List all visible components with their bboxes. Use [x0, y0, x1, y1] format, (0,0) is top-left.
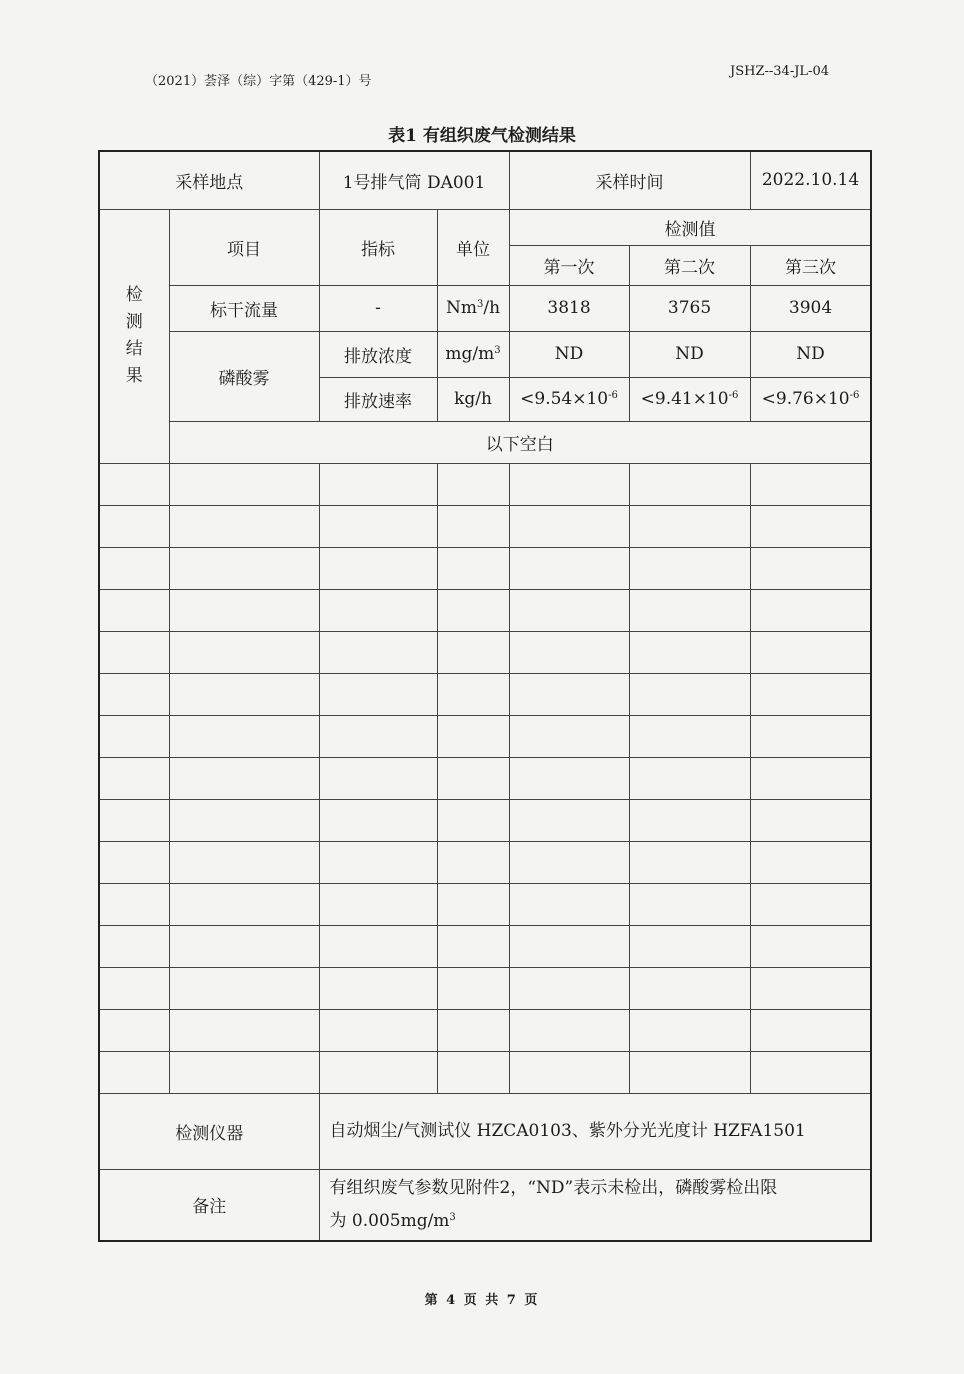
empty-cell: [750, 1009, 871, 1051]
instrument-value: 自动烟尘/气测试仪 HZCA0103、紫外分光光度计 HZFA1501: [319, 1093, 871, 1169]
empty-cell: [99, 883, 169, 925]
unit-cell: kg/h: [437, 377, 509, 421]
empty-cell: [99, 715, 169, 757]
empty-cell: [99, 463, 169, 505]
location-value: 1号排气筒 DA001: [319, 151, 509, 209]
unit-cell: [437, 285, 509, 331]
unit-sup: 3: [476, 299, 484, 310]
empty-cell: [750, 967, 871, 1009]
empty-cell: [169, 1009, 319, 1051]
empty-row: [99, 589, 871, 631]
empty-cell: [437, 589, 509, 631]
empty-cell: [319, 631, 437, 673]
empty-cell: [750, 547, 871, 589]
indicator-cell: -: [319, 285, 437, 331]
remarks-label: 备注: [99, 1169, 319, 1241]
empty-cell: [437, 757, 509, 799]
empty-cell: [509, 715, 629, 757]
empty-row: [99, 757, 871, 799]
blank-note-row: [99, 421, 871, 463]
empty-cell: [750, 799, 871, 841]
empty-cell: [99, 925, 169, 967]
empty-row: [99, 1009, 871, 1051]
empty-cell: [319, 715, 437, 757]
empty-cell: [750, 463, 871, 505]
remarks-value: [319, 1169, 871, 1241]
empty-cell: [437, 925, 509, 967]
value-cell: [509, 377, 629, 421]
empty-cell: [629, 883, 750, 925]
empty-cell: [169, 883, 319, 925]
empty-cell: [750, 757, 871, 799]
empty-cell: [437, 967, 509, 1009]
section-label-char: 测: [125, 312, 143, 332]
value-cell: ND: [750, 331, 871, 377]
empty-cell: [509, 841, 629, 883]
info-row: [99, 151, 871, 209]
empty-cell: [99, 589, 169, 631]
empty-cell: [629, 673, 750, 715]
empty-cell: [169, 841, 319, 883]
section-label-char: 果: [125, 366, 143, 386]
report-number: （2021）荟泽（综）字第（429-1）号: [145, 74, 372, 89]
empty-cell: [99, 631, 169, 673]
value-exp: -6: [849, 390, 860, 401]
empty-cell: [319, 925, 437, 967]
empty-cell: [169, 925, 319, 967]
empty-cell: [437, 799, 509, 841]
empty-cell: [629, 925, 750, 967]
empty-cell: [437, 1051, 509, 1093]
value-cell: [629, 377, 750, 421]
instrument-row: [99, 1093, 871, 1169]
remarks-line: 有组织废气参数见附件2，“ND”表示未检出，磷酸雾检出限: [329, 1178, 778, 1199]
value-exp: -6: [728, 390, 739, 401]
empty-cell: [629, 1009, 750, 1051]
unit-cell: [437, 331, 509, 377]
empty-cell: [319, 1051, 437, 1093]
empty-row: [99, 841, 871, 883]
empty-cell: [169, 631, 319, 673]
item-cell: 标干流量: [169, 285, 319, 331]
section-label-char: 结: [125, 339, 143, 359]
empty-cell: [99, 841, 169, 883]
empty-cell: [509, 1009, 629, 1051]
empty-cell: [629, 967, 750, 1009]
empty-cell: [750, 673, 871, 715]
empty-cell: [437, 841, 509, 883]
table-title: 表1 有组织废气检测结果: [388, 126, 576, 146]
empty-cell: [99, 967, 169, 1009]
empty-cell: [169, 547, 319, 589]
empty-cell: [99, 1009, 169, 1051]
empty-cell: [437, 715, 509, 757]
indicator-cell: 排放浓度: [319, 331, 437, 377]
empty-cell: [509, 925, 629, 967]
empty-cell: [509, 757, 629, 799]
remarks-row: [99, 1169, 871, 1241]
run-1-header: 第一次: [509, 245, 629, 285]
empty-row: [99, 673, 871, 715]
empty-row: [99, 925, 871, 967]
unit-base: Nm: [445, 298, 477, 318]
empty-cell: [99, 547, 169, 589]
empty-cell: [437, 673, 509, 715]
results-table: [98, 150, 872, 1242]
empty-cell: [99, 757, 169, 799]
empty-cell: [169, 463, 319, 505]
empty-cell: [750, 631, 871, 673]
col-unit-header: 单位: [437, 209, 509, 285]
table-row: [99, 285, 871, 331]
value-exp: -6: [608, 390, 618, 401]
empty-cell: [629, 799, 750, 841]
empty-cell: [750, 925, 871, 967]
empty-cell: [629, 463, 750, 505]
empty-cell: [629, 631, 750, 673]
empty-cell: [437, 547, 509, 589]
empty-cell: [169, 967, 319, 1009]
empty-cell: [169, 799, 319, 841]
value-base: <9.54×10: [520, 389, 609, 409]
empty-row: [99, 505, 871, 547]
empty-cell: [169, 1051, 319, 1093]
empty-cell: [629, 547, 750, 589]
empty-cell: [750, 883, 871, 925]
blank-note: 以下空白: [169, 421, 871, 463]
empty-cell: [509, 883, 629, 925]
value-cell: 3818: [509, 285, 629, 331]
empty-cell: [169, 505, 319, 547]
empty-cell: [319, 883, 437, 925]
indicator-cell: 排放速率: [319, 377, 437, 421]
empty-cell: [169, 673, 319, 715]
empty-cell: [437, 505, 509, 547]
location-label: 采样地点: [99, 151, 319, 209]
section-label: [99, 209, 169, 463]
empty-cell: [437, 631, 509, 673]
empty-cell: [99, 799, 169, 841]
empty-cell: [319, 589, 437, 631]
empty-cell: [509, 547, 629, 589]
empty-cell: [319, 547, 437, 589]
empty-cell: [509, 1051, 629, 1093]
empty-cell: [319, 799, 437, 841]
unit-sup: 3: [494, 345, 501, 356]
run-3-header: 第三次: [750, 245, 871, 285]
empty-cell: [319, 673, 437, 715]
remarks-line: 为 0.005mg/m: [329, 1211, 450, 1232]
empty-cell: [509, 799, 629, 841]
remarks-sup: 3: [449, 1212, 456, 1224]
empty-row: [99, 883, 871, 925]
empty-row: [99, 715, 871, 757]
empty-cell: [509, 967, 629, 1009]
empty-cell: [750, 1051, 871, 1093]
empty-cell: [169, 589, 319, 631]
empty-cell: [437, 883, 509, 925]
value-cell: ND: [509, 331, 629, 377]
empty-cell: [319, 967, 437, 1009]
value-cell: ND: [629, 331, 750, 377]
empty-row: [99, 1051, 871, 1093]
empty-row: [99, 463, 871, 505]
empty-cell: [750, 715, 871, 757]
time-value: 2022.10.14: [750, 151, 871, 209]
empty-cell: [99, 505, 169, 547]
empty-cell: [99, 1051, 169, 1093]
empty-row: [99, 631, 871, 673]
value-cell: 3765: [629, 285, 750, 331]
empty-cell: [509, 673, 629, 715]
run-2-header: 第二次: [629, 245, 750, 285]
empty-cell: [509, 631, 629, 673]
item-cell: 磷酸雾: [169, 331, 319, 421]
empty-cell: [750, 589, 871, 631]
empty-cell: [319, 463, 437, 505]
empty-cell: [629, 505, 750, 547]
empty-cell: [319, 841, 437, 883]
empty-cell: [509, 463, 629, 505]
empty-cell: [509, 505, 629, 547]
unit-base: mg/m: [445, 344, 495, 364]
time-label: 采样时间: [509, 151, 750, 209]
empty-cell: [750, 505, 871, 547]
empty-cell: [629, 715, 750, 757]
value-base: <9.41×10: [640, 389, 729, 409]
empty-cell: [319, 1009, 437, 1051]
section-label-char: 检: [125, 285, 143, 305]
empty-cell: [437, 463, 509, 505]
empty-cell: [629, 589, 750, 631]
empty-cell: [99, 673, 169, 715]
empty-cell: [319, 757, 437, 799]
table-row: [99, 331, 871, 377]
value-cell: [750, 377, 871, 421]
empty-cell: [509, 589, 629, 631]
empty-row: [99, 547, 871, 589]
empty-cell: [750, 841, 871, 883]
empty-row: [99, 967, 871, 1009]
empty-row: [99, 799, 871, 841]
page-number: 第 4 页 共 7 页: [424, 1293, 540, 1308]
empty-cell: [169, 715, 319, 757]
value-base: <9.76×10: [761, 389, 850, 409]
empty-cell: [629, 841, 750, 883]
unit-tail: /h: [483, 298, 501, 318]
form-code: JSHZ--34-JL-04: [730, 64, 829, 79]
empty-cell: [319, 505, 437, 547]
instrument-label: 检测仪器: [99, 1093, 319, 1169]
empty-cell: [629, 1051, 750, 1093]
empty-cell: [629, 757, 750, 799]
col-values-header: 检测值: [509, 209, 871, 245]
empty-cell: [437, 1009, 509, 1051]
col-indicator-header: 指标: [319, 209, 437, 285]
value-cell: 3904: [750, 285, 871, 331]
empty-cell: [169, 757, 319, 799]
header-row: [99, 209, 871, 245]
col-item-header: 项目: [169, 209, 319, 285]
